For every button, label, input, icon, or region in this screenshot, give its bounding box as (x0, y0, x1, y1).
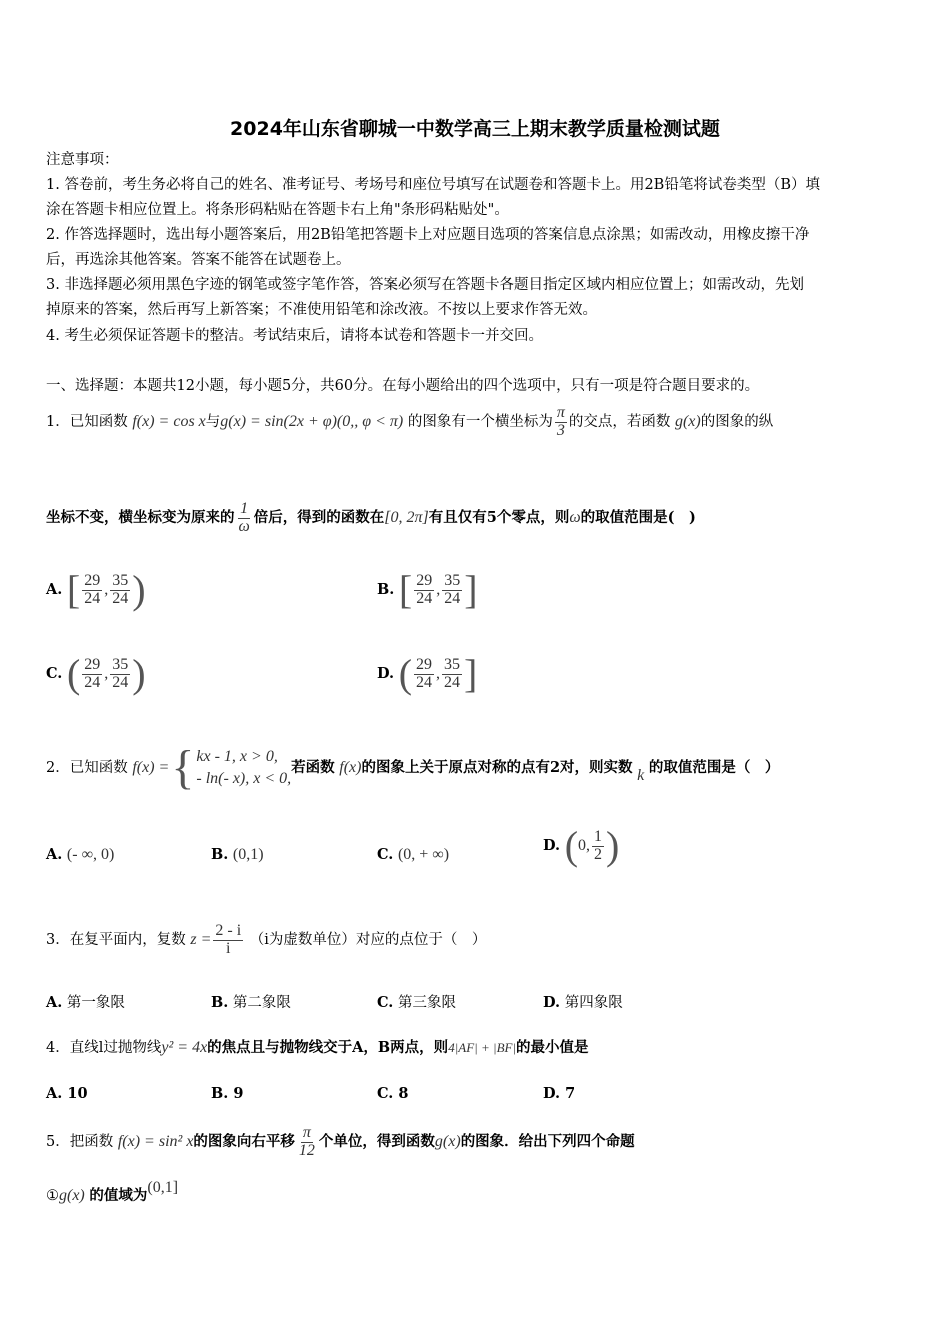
question-5-line: 5．把函数 f(x) = sin² x的图象向右平移 $\frac{\pi}{12}$ 个单位，得到函数g(x)的图象．给出下列四个命题 (46, 1123, 635, 1159)
notice-line: 3. 非选择题必须用黑色字迹的钢笔或签字笔作答，答案必须写在答题卡各题目指定区域内相应位置上；如需改动，先划 (46, 277, 804, 293)
question-1-line-2: 坐标不变，横坐标变为原来的 $\frac{1}{\omega}$ 倍后，得到的函数在[0, 2π]有且仅有5个零点，则ω的取值范围是( ) (46, 499, 696, 535)
math-expression: y² = 4x (161, 1039, 208, 1056)
notice-line: 涂在答题卡相应位置上。将条形码粘贴在答题卡右上角"条形码粘贴处"。 (46, 202, 509, 218)
math-expression: k (637, 767, 645, 784)
math-expression: ω (569, 509, 581, 526)
q2-option-b[interactable]: B. (0,1) (211, 846, 264, 863)
q4-option-b[interactable]: B. 9 (211, 1085, 244, 1102)
math-expression: g(x) = sin(2x + φ)(0,, φ < π) (220, 413, 404, 430)
question-2-line: 2．已知函数 f(x) = { kx - 1, x > 0, - ln(- x), x < 0, 若函数 f(x)的图象上关于原点对称的点有2对，则实数 k 的取值范围是（ ） (46, 738, 779, 798)
question-5-claim-1: ①g(x) 的值域为(0,1] (46, 1179, 179, 1204)
q3-option-c[interactable]: C. 第三象限 (377, 994, 456, 1011)
q2-option-c[interactable]: C. (0, + ∞) (377, 846, 450, 863)
math-expression: f(x) (339, 759, 362, 776)
q2-option-a[interactable]: A. (- ∞, 0) (46, 846, 115, 863)
notice-line: 2. 作答选择题时，选出每小题答案后，用2B铅笔把答题卡上对应题目选项的答案信息点涂黑；如需改动，用橡皮擦干净 (46, 227, 810, 243)
q1-option-c[interactable]: C. ( $\frac{29}{24}$ , $\frac{35}{24}$ ) (46, 651, 146, 696)
q3-option-a[interactable]: A. 第一象限 (46, 994, 125, 1011)
question-3-line: 3．在复平面内，复数 z = $\frac{2 - i}{i}$ （i为虚数单位）对应的点位于（ ） (46, 921, 487, 957)
q4-option-d[interactable]: D. 7 (543, 1085, 576, 1102)
q2-option-d[interactable]: D. ( 0, $\frac{1}{2}$ ) (543, 823, 620, 868)
notice-line: 1. 答卷前，考生务必将自己的姓名、准考证号、考场号和座位号填写在试题卷和答题卡上。用2B铅笔将试卷类型（B）填 (46, 177, 820, 193)
question-4-line: 4．直线l过抛物线y² = 4x的焦点且与抛物线交于A，B两点，则4|AF| + |BF|的最小值是 (46, 1039, 589, 1056)
q1-option-b[interactable]: B. [ $\frac{29}{24}$ , $\frac{35}{24}$ ] (377, 567, 478, 612)
q3-option-d[interactable]: D. 第四象限 (543, 994, 623, 1011)
notice-line: 4. 考生必须保证答题卡的整洁。考试结束后，请将本试卷和答题卡一并交回。 (46, 328, 543, 344)
q4-option-c[interactable]: C. 8 (377, 1085, 409, 1102)
math-expression: f(x) = sin² x (117, 1133, 194, 1150)
math-expression: g(x) (434, 1133, 461, 1150)
notice-line: 后，再选涂其他答案。答案不能答在试题卷上。 (46, 252, 351, 268)
q1-option-a[interactable]: A. [ $\frac{29}{24}$ , $\frac{35}{24}$ ) (46, 567, 146, 612)
fraction: $\frac{1}{\omega}$ (238, 499, 250, 535)
fraction: $\frac{2 - i}{i}$ (215, 921, 242, 957)
math-expression: 4|AF| + |BF| (448, 1040, 517, 1055)
q1-option-d[interactable]: D. ( $\frac{29}{24}$ , $\frac{35}{24}$ ] (377, 651, 478, 696)
fraction: $\frac{\pi}{3}$ (556, 403, 565, 439)
notice-line: 掉原来的答案，然后再写上新答案；不准使用铅笔和涂改液。不按以上要求作答无效。 (46, 302, 597, 318)
math-expression: f(x) = cos x (132, 413, 206, 430)
q4-option-a[interactable]: A. 10 (46, 1085, 88, 1102)
piecewise-function: f(x) = { kx - 1, x > 0, - ln(- x), x < 0, (132, 741, 292, 794)
page-title: 2024年山东省聊城一中数学高三上期末教学质量检测试题 (230, 118, 720, 140)
notice-heading: 注意事项： (46, 152, 119, 168)
section-heading: 一、选择题：本题共12小题，每小题5分，共60分。在每小题给出的四个选项中，只有一项是符合题目要求的。 (46, 378, 760, 394)
fraction: $\frac{\pi}{12}$ (298, 1123, 315, 1159)
math-expression: [0, 2π] (384, 509, 429, 526)
question-1-line-1: 1．已知函数 f(x) = cos x与g(x) = sin(2x + φ)(0,, φ < π) 的图象有一个横坐标为 $\frac{\pi}{3}$ 的交点，若函数 g(x)的图象的纵 (46, 403, 774, 439)
math-expression: g(x) (674, 413, 701, 430)
q3-option-b[interactable]: B. 第二象限 (211, 994, 291, 1011)
